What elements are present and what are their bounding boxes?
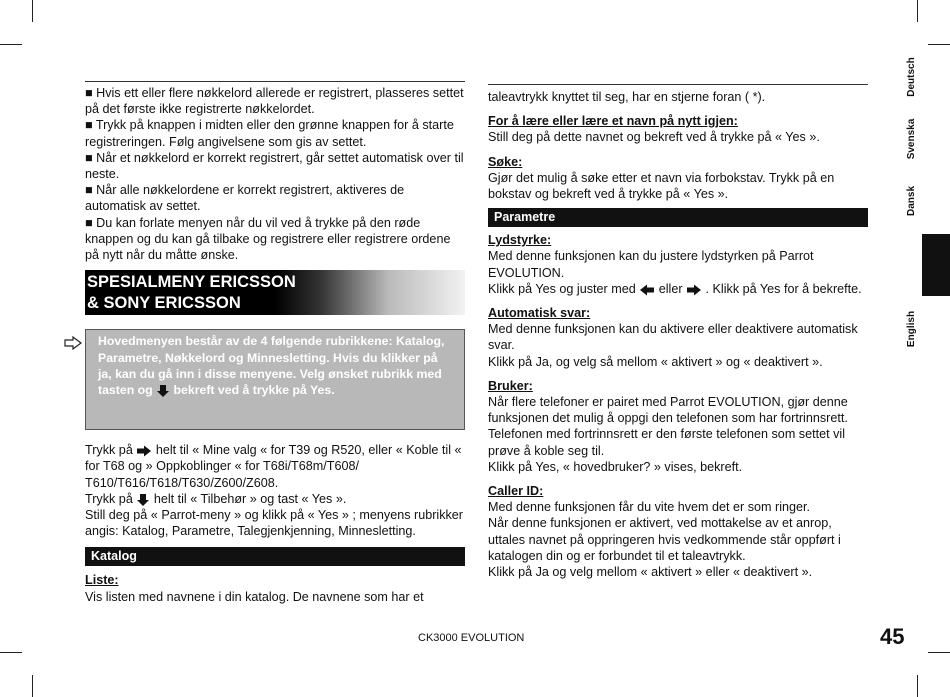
paragraph: taleavtrykk knyttet til seg, har en stjerne foran ( *). <box>488 90 766 104</box>
crop-mark <box>32 675 33 697</box>
page-number: 45 <box>880 624 905 649</box>
section-heading <box>85 270 465 315</box>
footer-title: CK3000 EVOLUTION <box>418 632 525 644</box>
paragraph <box>85 491 465 507</box>
paragraph: Når flere telefoner er pairet med Parrot EVOLUTION, gjør denne funksjonen det mulig å oppgi den telefonen som har fortrinnsrett. Telefonen med fortrinnsrett er den første telefonen som settet vil prøve å koble seg til. <box>488 395 848 458</box>
right-arrow-icon <box>686 284 702 296</box>
bullet-item: ■ Trykk på knappen i midten eller den grønne knappen for å starte registreringen. Følg angivelsene som gis av settet. <box>85 118 454 149</box>
section-title: Bruker: <box>488 378 533 393</box>
paragraph: Vis listen med navnene i din katalog. De navnene som har et <box>85 589 424 604</box>
section-title: Caller ID: <box>488 484 544 499</box>
paragraph <box>85 442 465 491</box>
section-title: Automatisk svar: <box>488 306 591 321</box>
text-span: helt til « Tilbehør » og tast « Yes ». <box>153 491 347 506</box>
katalog-bar: Katalog <box>85 547 465 566</box>
section-title: Lydstyrke: <box>488 233 552 248</box>
section-title: Søke: <box>488 154 523 169</box>
tab-label: Dansk <box>906 185 917 217</box>
tab-label: English <box>906 310 917 348</box>
right-column <box>488 89 868 580</box>
info-box-text: Hovedmenyen består av de 4 følgende rubrikkene: Katalog, Parametre, Nøkkelord og Minnesletting. Hvis du klikker på ja, kan du gå inn i disse menyene. Velg ønsket rubrikk med tasten og <box>98 334 445 398</box>
heading-line: & SONY ERICSSON <box>87 294 241 313</box>
text-span: Klikk på Yes og juster med <box>488 281 636 296</box>
tab-label: Deutsch <box>906 57 917 97</box>
crop-mark <box>917 675 918 697</box>
bullet-item: ■ Når et nøkkelord er korrekt registrert, går settet automatisk over til neste. <box>85 150 464 182</box>
crop-mark <box>32 0 33 22</box>
tab-label: Svenska <box>906 118 917 160</box>
paragraph: Gjør det mulig å søke etter et navn via forbokstav. Trykk på en bokstav og bekreft ved å trykke på « Yes ». <box>488 170 835 202</box>
paragraph: Med denne funksjonen kan du aktivere eller deaktivere automatisk svar. <box>488 322 858 353</box>
bullet-item: ■ Du kan forlate menyen når du vil ved å trykke på den røde knappen og du kan gå tilbake og registrere eller registrere ordene på nytt når du måtte ønske. <box>85 215 451 263</box>
crop-mark <box>917 0 918 22</box>
heading-line: SPESIALMENY ERICSSON <box>87 273 296 292</box>
paragraph: Still deg på « Parrot-meny » og klikk på « Yes » ; menyens rubrikker angis: Katalog, Parametre, Talegjenkjenning, Minnesletting. <box>85 508 464 539</box>
parametre-bar: Parametre <box>488 208 868 227</box>
section-title: Liste: <box>85 573 119 588</box>
tab-label: Norsk <box>906 250 917 280</box>
text-span: . Klikk på Yes for å bekrefte. <box>705 281 862 296</box>
crop-mark <box>0 652 22 653</box>
text-span: Trykk på <box>85 443 133 458</box>
info-box-text: bekreft ved å trykke på Yes. <box>173 383 335 398</box>
paragraph: Klikk på Ja, og velg så mellom « aktivert » og « deaktivert ». <box>488 354 823 369</box>
tab-svenska[interactable] <box>890 108 950 170</box>
paragraph <box>488 281 868 297</box>
pointer-arrow-icon <box>64 336 82 350</box>
right-column-rule <box>488 84 868 85</box>
left-column-rule <box>85 81 465 82</box>
tab-dansk[interactable] <box>890 170 950 232</box>
paragraph: Med denne funksjonen kan du justere lydstyrken på Parrot EVOLUTION. <box>488 249 814 280</box>
left-column <box>85 85 465 605</box>
crop-mark <box>928 44 950 45</box>
down-arrow-icon <box>156 384 170 398</box>
paragraph: Still deg på dette navnet og bekreft ved å trykke på « Yes ». <box>488 130 820 145</box>
paragraph: Klikk på Yes, « hovedbruker? » vises, bekreft. <box>488 459 743 474</box>
paragraph: Med denne funksjonen får du vite hvem det er som ringer. <box>488 500 811 515</box>
info-box <box>85 329 465 430</box>
text-span: eller <box>658 281 683 296</box>
bullet-item: ■ Hvis ett eller flere nøkkelord allerede er registrert, plasseres settet på det første ikke registrerte nøkkelordet. <box>85 86 464 117</box>
tab-deutsch[interactable] <box>890 46 950 108</box>
right-arrow-icon <box>136 445 152 457</box>
paragraph: Når denne funksjonen er aktivert, ved mottakelse av et anrop, uttales navnet på oppringeren hvis vedkommende står oppført i katalogen din og er forbundet til et taleavtrykk. <box>488 516 841 563</box>
tab-english[interactable] <box>890 298 950 360</box>
text-span: Trykk på <box>85 491 133 506</box>
paragraph: Klikk på Ja og velg mellom « aktivert » eller « deaktivert ». <box>488 565 813 580</box>
left-arrow-icon <box>639 284 655 296</box>
text-span: helt til « Mine valg « for T39 og R520, eller « Koble til « for T68 og » Oppkoblinger « for T68i/T68m/T608/ T610/T616/T618/T630/Z600/Z608. <box>85 443 462 490</box>
section-title: For å lære eller lære et navn på nytt igjen: <box>488 114 738 129</box>
crop-mark <box>0 44 22 45</box>
bullet-item: ■ Når alle nøkkelordene er korrekt registrert, aktiveres de automatisk av settet. <box>85 183 405 214</box>
crop-mark <box>928 652 950 653</box>
down-arrow-icon <box>136 493 150 507</box>
tab-norsk[interactable] <box>906 234 950 296</box>
